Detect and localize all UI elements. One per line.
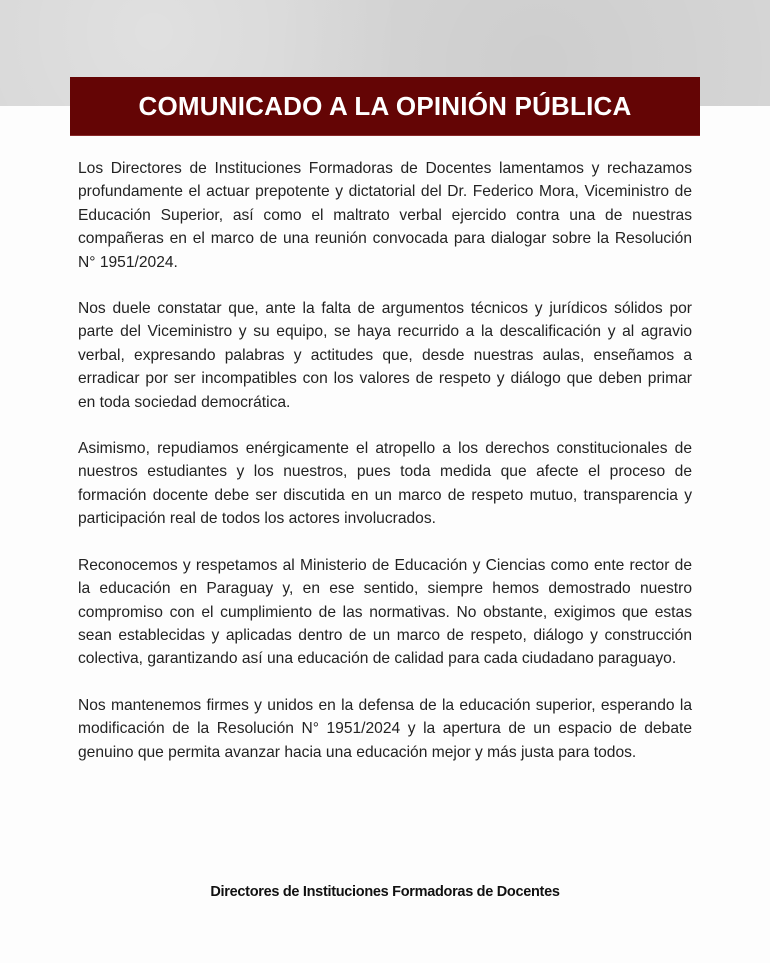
title-banner (70, 77, 700, 136)
paragraph-2: Nos duele constatar que, ante la falta de argumentos técnicos y jurídicos sólidos por parte del Viceministro y su equipo, se haya recurrido a la descalificación y al agravio verbal, expresando palabras y actitudes que, desde nuestras aulas, enseñamos a erradicar por ser incompatibles con los valores de respeto y diálogo que deben primar en toda sociedad democrática. (78, 300, 692, 411)
paragraph-5: Nos mantenemos firmes y unidos en la defensa de la educación superior, esperando la modificación de la Resolución N° 1951/2024 y la apertura de un espacio de debate genuino que permita avanzar hacia una educación mejor y más justa para todos. (78, 696, 692, 761)
signature: Directores de Instituciones Formadoras de Docentes (210, 884, 560, 900)
paragraph-3: Asimismo, repudiamos enérgicamente el atropello a los derechos constitucionales de nuestros estudiantes y los nuestros, pues toda medida que afecte el proceso de formación docente debe ser discutida en un marco de respeto mutuo, transparencia y participación real de todos los actores involucrados. (78, 440, 692, 528)
page-title: COMUNICADO A LA OPINIÓN PÚBLICA (138, 90, 632, 121)
paragraph-4: Reconocemos y respetamos al Ministerio de Educación y Ciencias como ente rector de la educación en Paraguay y, en ese sentido, siempre hemos demostrado nuestro compromiso con el cumplimiento de las normativas. No obstante, exigimos que estas sean establecidas y aplicadas dentro de un marco de respeto, diálogo y construcción colectiva, garantizando así una educación de calidad para cada ciudadano paraguayo. (78, 556, 692, 668)
statement-body (78, 157, 692, 787)
paragraph-1: Los Directores de Instituciones Formadoras de Docentes lamentamos y rechazamos profundamente el actuar prepotente y dictatorial del Dr. Federico Mora, Viceministro de Educación Superior, así como el maltrato verbal ejercido contra una de nuestras compañeras en el marco de una reunión convocada para dialogar sobre la Resolución N° 1951/2024. (78, 160, 692, 271)
